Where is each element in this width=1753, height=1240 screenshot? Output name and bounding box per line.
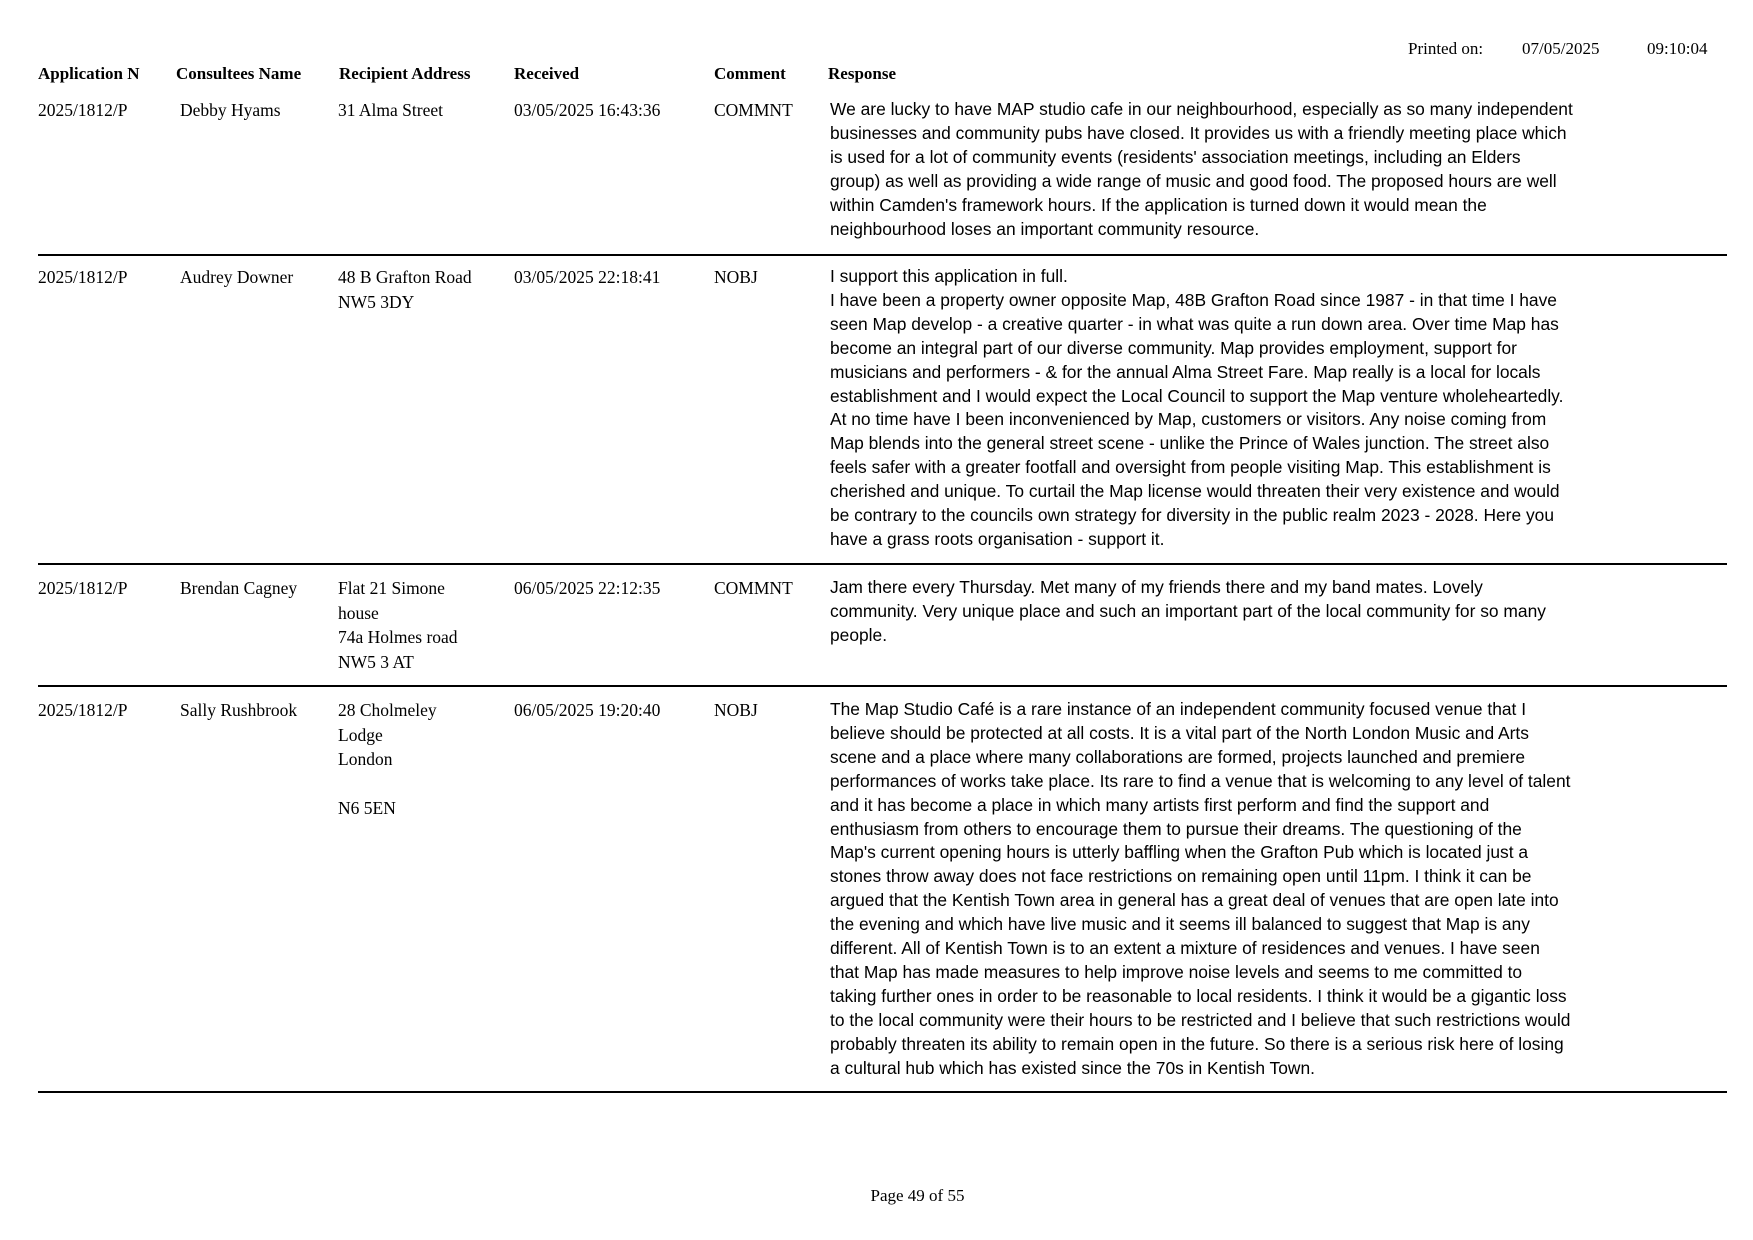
address-line: NW5 3 AT xyxy=(338,651,414,672)
response-text xyxy=(830,576,1650,648)
header-comment: Comment xyxy=(714,64,786,83)
response-text xyxy=(830,265,1650,552)
response-line: musicians and performers - & for the annual Alma Street Fare. Map really is a local for locals xyxy=(830,361,1541,382)
address-line: 74a Holmes road xyxy=(338,627,458,647)
response-line: I support this application in full. xyxy=(830,266,1068,286)
address-line: Flat 21 Simone xyxy=(338,578,445,598)
response-text xyxy=(830,98,1650,241)
response-line: At no time have I been inconvenienced by Map, customers or visitors. Any noise coming from xyxy=(830,409,1547,430)
recipient-address xyxy=(338,698,437,821)
response-line: stones throw away does not face restrictions on remaining open until 11pm. I think it can be xyxy=(830,866,1532,887)
response-line: believe should be protected at all costs. It is a vital part of the North London Music and Arts xyxy=(830,722,1529,743)
row-divider xyxy=(38,563,1727,565)
response-line: within Camden's framework hours. If the application is turned down it would mean the xyxy=(830,194,1487,215)
response-line: become an integral part of our diverse community. Map provides employment, support for xyxy=(830,337,1517,358)
response-line: enthusiasm from others to encourage them to pursue their dreams. The questioning of the xyxy=(830,818,1522,839)
consultee-name: Sally Rushbrook xyxy=(180,700,298,720)
response-line: businesses and community pubs have closed. It provides us with a friendly meeting place which xyxy=(830,122,1567,143)
application-number: 2025/1812/P xyxy=(38,267,128,287)
comment-type: NOBJ xyxy=(714,267,758,287)
response-line: different. All of Kentish Town is to an extent a mixture of residences and venues. I have seen xyxy=(830,938,1540,959)
printed-time: 09:10:04 xyxy=(1647,39,1708,58)
application-number: 2025/1812/P xyxy=(38,100,128,120)
application-number: 2025/1812/P xyxy=(38,700,128,720)
address-line: Lodge xyxy=(338,724,383,745)
response-line: be contrary to the councils own strategy for diversity in the public realm 2023 - 2028. Here you xyxy=(830,505,1555,526)
received-datetime: 06/05/2025 22:12:35 xyxy=(514,578,661,598)
recipient-address xyxy=(338,265,472,314)
response-line: community. Very unique place and such an important part of the local community for so many xyxy=(830,600,1546,621)
consultee-name: Audrey Downer xyxy=(180,267,294,287)
row-divider xyxy=(38,254,1727,256)
response-line: argued that the Kentish Town area in general has a great deal of venues that are open late into xyxy=(830,890,1559,911)
consultee-name: Brendan Cagney xyxy=(180,578,298,598)
recipient-address xyxy=(338,98,443,123)
response-line: I have been a property owner opposite Map, 48B Grafton Road since 1987 - in that time I have xyxy=(830,289,1557,310)
response-line: performances of works take place. Its rare to find a venue that is welcoming to any level of talent xyxy=(830,770,1571,791)
response-line: scene and a place where many collaborations are formed, projects launched and premiere xyxy=(830,746,1526,767)
response-line: establishment and I would expect the Local Council to support the Map venture wholeheartedly. xyxy=(830,385,1564,406)
address-line: NW5 3DY xyxy=(338,291,415,312)
address-line xyxy=(338,772,437,797)
address-line: London xyxy=(338,749,393,769)
received-datetime: 03/05/2025 22:18:41 xyxy=(514,267,661,287)
response-line: Map's current opening hours is utterly baffling when the Grafton Pub which is located just a xyxy=(830,842,1529,863)
row-divider xyxy=(38,685,1727,687)
header-address: Recipient Address xyxy=(339,64,471,83)
address-line: 28 Cholmeley xyxy=(338,700,437,720)
header-response: Response xyxy=(828,64,897,83)
response-line: that Map has made measures to help improve noise levels and seems to me committed to xyxy=(830,961,1523,982)
row-divider xyxy=(38,1091,1727,1093)
consultee-name: Debby Hyams xyxy=(180,100,281,120)
header-received: Received xyxy=(514,64,580,83)
response-line: The Map Studio Café is a rare instance of an independent community focused venue that I xyxy=(830,699,1527,719)
address-line: N6 5EN xyxy=(338,798,396,818)
response-line: to the local community were their hours to be restricted and I believe that such restrictions would xyxy=(830,1009,1571,1030)
response-line: is used for a lot of community events (residents' association meetings, including an Elders xyxy=(830,146,1521,167)
received-datetime: 03/05/2025 16:43:36 xyxy=(514,100,661,120)
response-line: and it has become a place in which many artists first perform and find the support and xyxy=(830,794,1490,815)
recipient-address xyxy=(338,576,458,674)
response-line: the evening and which have live music and it seems ill balanced to suggest that Map is any xyxy=(830,914,1530,935)
response-line: neighbourhood loses an important community resource. xyxy=(830,218,1260,239)
response-line: have a grass roots organisation - support it. xyxy=(830,528,1165,549)
comment-type: COMMNT xyxy=(714,578,793,598)
header-consultee: Consultees Name xyxy=(176,64,302,83)
comment-type: COMMNT xyxy=(714,100,793,120)
page-number: Page 49 of 55 xyxy=(870,1186,965,1205)
printed-date: 07/05/2025 xyxy=(1522,39,1600,58)
comment-type: NOBJ xyxy=(714,700,758,720)
response-line: feels safer with a greater footfall and oversight from people visiting Map. This establishment is xyxy=(830,457,1551,478)
printed-label: Printed on: xyxy=(1408,39,1484,58)
response-line: cherished and unique. To curtail the Map license would threaten their very existence and would xyxy=(830,481,1560,502)
header-application: Application N xyxy=(38,64,140,83)
response-line: Jam there every Thursday. Met many of my friends there and my band mates. Lovely xyxy=(830,577,1483,597)
response-text xyxy=(830,698,1650,1081)
response-line: We are lucky to have MAP studio cafe in our neighbourhood, especially as so many independent xyxy=(830,99,1573,119)
response-line: people. xyxy=(830,624,888,645)
received-datetime: 06/05/2025 19:20:40 xyxy=(514,700,661,720)
response-line: group) as well as providing a wide range of music and good food. The proposed hours are well xyxy=(830,170,1557,191)
address-line: 48 B Grafton Road xyxy=(338,267,472,287)
response-line: Map blends into the general street scene - unlike the Prince of Wales junction. The street also xyxy=(830,433,1550,454)
response-line: a cultural hub which has existed since the 70s in Kentish Town. xyxy=(830,1057,1315,1078)
address-line: 31 Alma Street xyxy=(338,100,443,120)
response-line: taking further ones in order to be reasonable to local residents. I think it would be a gigantic loss xyxy=(830,985,1567,1006)
address-line: house xyxy=(338,602,379,623)
response-line: probably threaten its ability to remain open in the future. So there is a serious risk here of losing xyxy=(830,1033,1564,1054)
application-number: 2025/1812/P xyxy=(38,578,128,598)
response-line: seen Map develop - a creative quarter - in what was quite a run down area. Over time Map has xyxy=(830,313,1559,334)
